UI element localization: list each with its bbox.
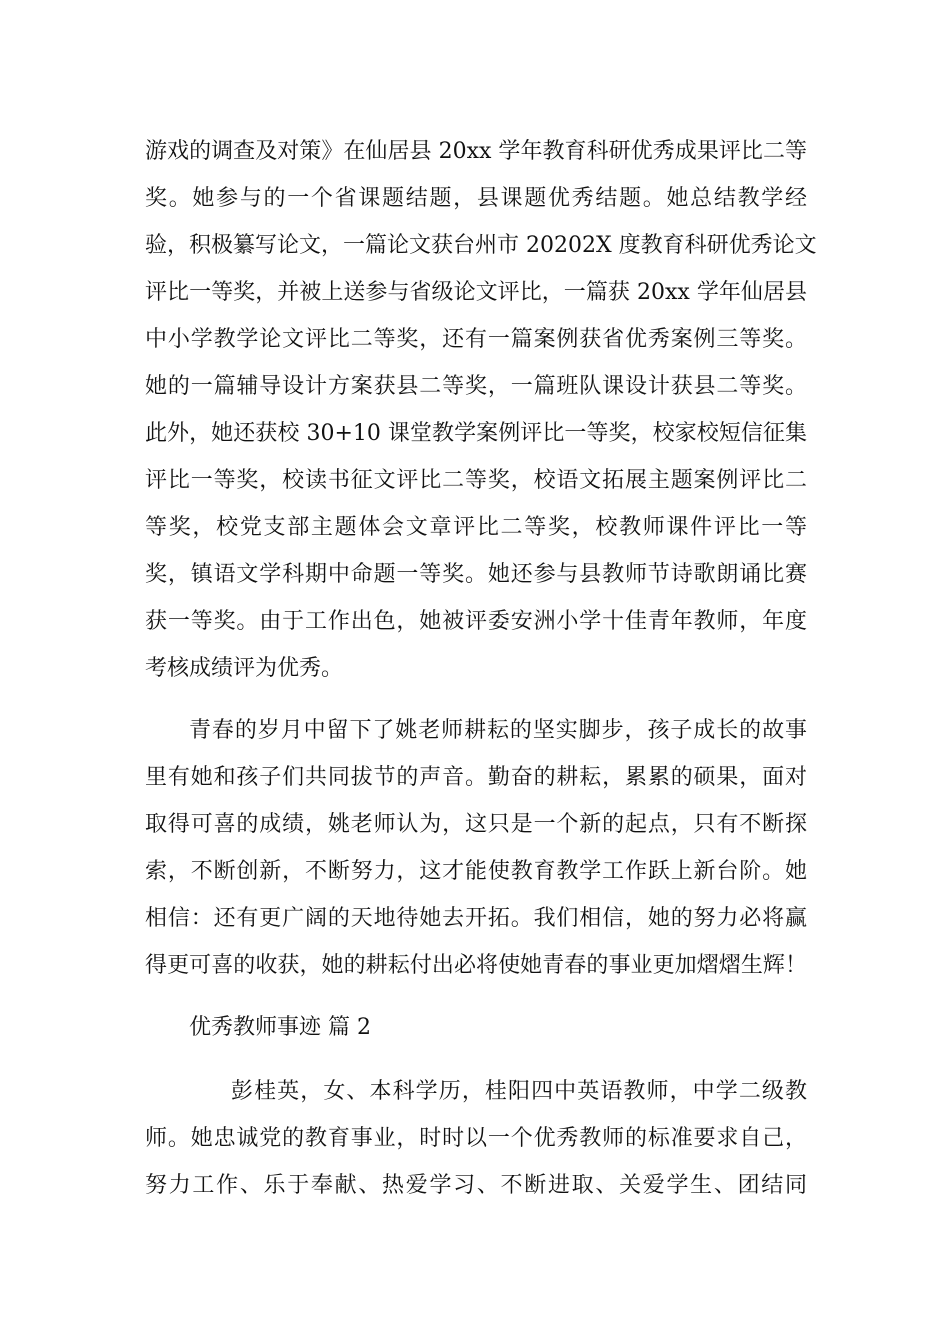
paragraph-line: 游戏的调查及对策》在仙居县 20xx 学年教育科研优秀成果评比二等 bbox=[145, 139, 807, 164]
paragraph-line: 彭桂英，女、本科学历，桂阳四中英语教师，中学二级教 bbox=[231, 1079, 807, 1104]
section-heading: 优秀教师事迹 篇 2 bbox=[189, 1015, 371, 1040]
paragraph-line: 考核成绩评为优秀。 bbox=[145, 656, 344, 681]
paragraph-line: 此外，她还获校 30+10 课堂教学案例评比一等奖，校家校短信征集 bbox=[145, 421, 807, 446]
paragraph-line: 师。她忠诚党的教育事业，时时以一个优秀教师的标准要求自己， bbox=[145, 1126, 807, 1151]
paragraph-line: 里有她和孩子们共同拔节的声音。勤奋的耕耘，累累的硕果，面对 bbox=[145, 765, 807, 790]
paragraph-line: 青春的岁月中留下了姚老师耕耘的坚实脚步，孩子成长的故事 bbox=[189, 718, 807, 743]
paragraph-line: 获一等奖。由于工作出色，她被评委安洲小学十佳青年教师，年度 bbox=[145, 609, 807, 634]
paragraph-line: 努力工作、乐于奉献、热爱学习、不断进取、关爱学生、团结同 bbox=[145, 1173, 807, 1198]
paragraph-line: 取得可喜的成绩，姚老师认为，这只是一个新的起点，只有不断探 bbox=[145, 812, 807, 837]
paragraph-line: 得更可喜的收获，她的耕耘付出必将使她青春的事业更加熠熠生辉！ bbox=[145, 953, 807, 978]
paragraph-line: 验，积极纂写论文，一篇论文获台州市 20202X 度教育科研优秀论文 bbox=[145, 233, 817, 258]
paragraph-line: 索，不断创新，不断努力，这才能使教育教学工作跃上新台阶。她 bbox=[145, 859, 807, 884]
paragraph-line: 相信：还有更广阔的天地待她去开拓。我们相信，她的努力必将赢 bbox=[145, 906, 807, 931]
paragraph-line: 等奖，校党支部主题体会文章评比二等奖，校教师课件评比一等 bbox=[145, 515, 807, 540]
paragraph-line: 中小学教学论文评比二等奖，还有一篇案例获省优秀案例三等奖。 bbox=[145, 327, 807, 352]
paragraph-line: 评比一等奖，校读书征文评比二等奖，校语文拓展主题案例评比二 bbox=[145, 468, 807, 493]
paragraph-line: 奖。她参与的一个省课题结题，县课题优秀结题。她总结教学经 bbox=[145, 186, 807, 211]
paragraph-line: 评比一等奖，并被上送参与省级论文评比，一篇获 20xx 学年仙居县 bbox=[145, 280, 807, 305]
paragraph-line: 奖，镇语文学科期中命题一等奖。她还参与县教师节诗歌朗诵比赛 bbox=[145, 562, 807, 587]
paragraph-line: 她的一篇辅导设计方案获县二等奖，一篇班队课设计获县二等奖。 bbox=[145, 374, 807, 399]
